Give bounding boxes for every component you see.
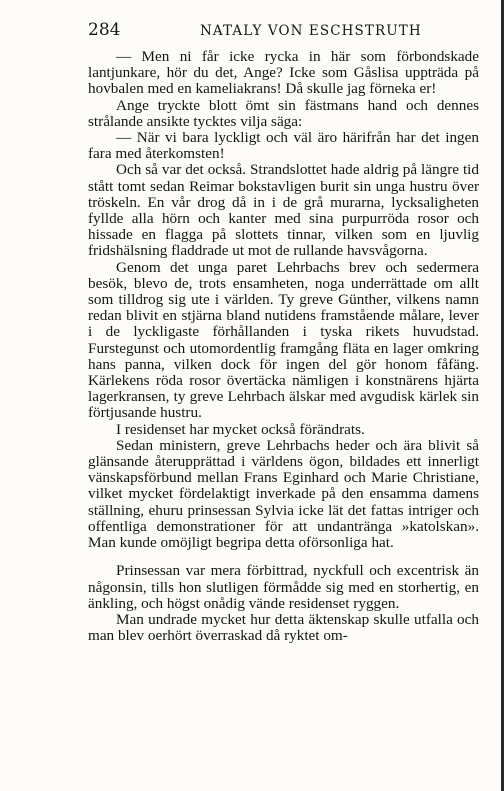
paragraph: Man undrade mycket hur detta äktenskap skulle utfalla och man blev oerhört överraskad då ryktet om- [88, 610, 479, 645]
paragraph: Sedan ministern, greve Lehrbachs heder och ära blivit så glänsande återupprättad i världens ögon, bildades ett innerligt vänskapsförbund mellan Frans Eginhard och Marie Christiane, vilket mycket fördelaktigt inverkade på den ensamma damens ställning, ehuru prinsessan Sylvia icke lät det fattas intriger och offentliga demonstrationer för att undantränga »katolskan». Man kunde omöjligt begripa detta oförsonliga hat. [88, 436, 479, 552]
paragraph: — Men ni får icke rycka in här som förbondskade lantjunkare, hör du det, Ange? Icke som Gåslisa uppträda på hovbalen med en kameliakrans! Då skulle jag förneka er! [88, 48, 479, 98]
body-text [88, 49, 479, 644]
running-head: NATALY VON ESCHSTRUTH [200, 23, 422, 39]
page-header [88, 20, 484, 44]
paragraph: Prinsessan var mera förbittrad, nyckfull och excentrisk än någonsin, tills hon slutligen förmådde sig med en storhertig, en änkling, och högst onådig vände residenset ryggen. [88, 562, 479, 612]
paragraph: Ange tryckte blott ömt sin fästmans hand och dennes strålande ansikte tycktes vilja säga: [88, 96, 479, 130]
paragraph: Och så var det också. Strandslottet hade aldrig på längre tid stått tomt sedan Reimar bokstavligen burit sin unga hustru över tröskeln. En vår drog då in i de grå murarna, lycksaligheten fyllde alla hörn och kanter med sina purpurröda rosor och hissade en flagga på slottets tinnar, vilken som en ljuvlig fridshälsning fladdrade ut mot de rullande havsvågorna. [88, 161, 479, 260]
page-number: 284 [88, 20, 121, 40]
paragraph: I residenset har mycket också förändrats. [116, 420, 365, 438]
paragraph: Genom det unga paret Lehrbachs brev och sedermera besök, blevo de, trots ensamheten, noga underrättade om allt som tilldrog sig ute i världen. Ty greve Günther, vilkens namn redan blivit en stjärna bland nutidens framstående målare, lever i de lyckligaste förhållanden i tyska rikets huvudstad. Furstegunst och utomordentlig framgång fläta en lager omkring hans panna, vilken dock för ingen del gör honom fåfäng. Kärlekens röda rosor övertäcka nämligen i konstnärens hjärta lagerkransen, ty greve Lehrbach älskar med avgudisk kärlek sin förtjusande hustru. [88, 258, 479, 422]
paragraph: — När vi bara lyckligt och väl äro härifrån har det ingen fara med återkomsten! [88, 129, 479, 163]
